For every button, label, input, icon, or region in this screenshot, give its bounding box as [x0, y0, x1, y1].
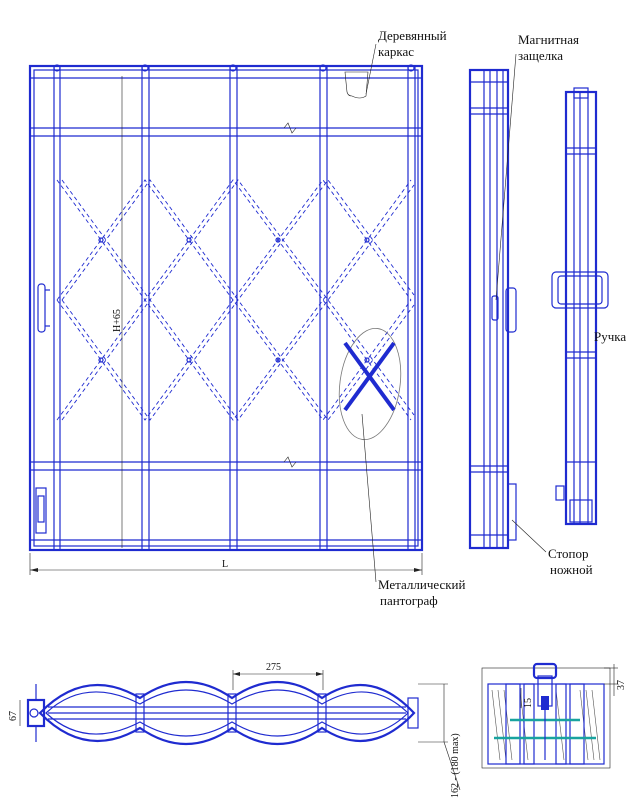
dimension-pitch: 275	[266, 662, 281, 673]
front-foot-stopper	[36, 488, 46, 533]
wooden-frame-grain	[345, 72, 368, 98]
annotation-pantograph	[362, 414, 465, 608]
svg-text:Стопор: Стопор	[548, 546, 589, 561]
svg-text:Металлический: Металлический	[378, 577, 466, 592]
dimension-depth: 67	[8, 711, 19, 721]
dimension-section-height: 37	[616, 680, 627, 690]
svg-text:Ручка: Ручка	[594, 329, 627, 344]
svg-text:Магнитная: Магнитная	[518, 32, 579, 47]
svg-text:ножной: ножной	[550, 562, 593, 577]
annotation-foot-stopper	[512, 520, 593, 577]
top-view-folded	[8, 662, 461, 798]
annotation-wooden-frame	[366, 28, 447, 94]
svg-text:защелка: защелка	[518, 48, 564, 63]
svg-text:пантограф: пантограф	[380, 593, 438, 608]
svg-text:каркас: каркас	[378, 44, 415, 59]
pantograph-detail	[332, 324, 407, 443]
front-view	[30, 65, 422, 575]
dimension-section-gap: 15	[523, 698, 534, 708]
svg-text:Деревянный: Деревянный	[378, 28, 447, 43]
pantograph-lattice	[57, 180, 414, 420]
side-view-wide	[552, 88, 608, 524]
front-handle	[38, 284, 50, 332]
dimension-height: H+65	[112, 309, 123, 332]
dimension-folded-width: 162 - (180 max)	[450, 733, 461, 798]
front-outer-frame	[30, 66, 422, 550]
annotation-handle	[594, 329, 626, 344]
dimension-length: L	[222, 559, 229, 570]
section-detail	[482, 664, 627, 768]
front-vertical-posts	[54, 65, 415, 550]
